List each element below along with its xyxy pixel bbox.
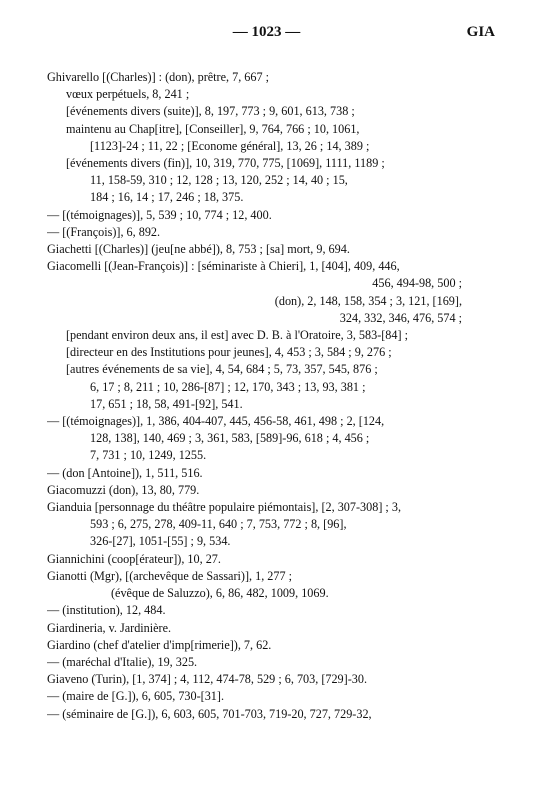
index-line: 17, 651 ; 18, 58, 491-[92], 541.: [90, 396, 243, 411]
index-line: Giardino (chef d'atelier d'imp[rimerie]), 7, 62.: [47, 637, 272, 652]
index-line: 6, 17 ; 8, 211 ; 10, 286-[87] ; 12, 170, 343 ; 13, 93, 381 ;: [90, 379, 366, 394]
index-line: 593 ; 6, 275, 278, 409-11, 640 ; 7, 753, 772 ; 8, [96],: [90, 517, 347, 532]
running-head: GIA: [466, 24, 495, 40]
index-line: — (séminaire de [G.]), 6, 603, 605, 701-703, 719-20, 727, 729-32,: [47, 706, 372, 721]
index-line: — (maire de [G.]), 6, 605, 730-[31].: [47, 689, 225, 704]
page-header: [0, 24, 533, 48]
index-line: Gianotti (Mgr), [(archevêque de Sassari)], 1, 277 ;: [47, 568, 293, 583]
index-line: 456, 494-98, 500 ;: [372, 276, 462, 291]
index-line: [événements divers (fin)], 10, 319, 770, 775, [1069], 1111, 1189 ;: [66, 156, 385, 171]
index-line: [autres événements de sa vie], 4, 54, 684 ; 5, 73, 357, 545, 876 ;: [66, 362, 378, 377]
index-line: — (institution), 12, 484.: [47, 603, 166, 618]
index-line: 326-[27], 1051-[55] ; 9, 534.: [90, 534, 231, 549]
index-line: Giacomuzzi (don), 13, 80, 779.: [47, 482, 200, 497]
page-number: — 1023 —: [232, 24, 301, 40]
index-line: (évêque de Saluzzo), 6, 86, 482, 1009, 1069.: [111, 586, 329, 601]
index-line: Gianduia [personnage du théâtre populaire piémontais], [2, 307-308] ; 3,: [47, 500, 402, 515]
index-line: (don), 2, 148, 158, 354 ; 3, 121, [169],: [274, 293, 462, 308]
index-line: [pendant environ deux ans, il est] avec D. B. à l'Oratoire, 3, 583-[84] ;: [66, 328, 408, 343]
index-entries: [47, 69, 502, 723]
index-line: Giacomelli [(Jean-François)] : [séminariste à Chieri], 1, [404], 409, 446,: [47, 259, 400, 274]
index-line: 184 ; 16, 14 ; 17, 246 ; 18, 375.: [90, 190, 244, 205]
index-line: [directeur en des Institutions pour jeunes], 4, 453 ; 3, 584 ; 9, 276 ;: [66, 345, 392, 360]
index-line: 324, 332, 346, 476, 574 ;: [339, 310, 462, 325]
index-line: — [(François)], 6, 892.: [47, 224, 161, 239]
index-line: 7, 731 ; 10, 1249, 1255.: [90, 448, 207, 463]
index-line: Giaveno (Turin), [1, 374] ; 4, 112, 474-78, 529 ; 6, 703, [729]-30.: [47, 672, 368, 687]
index-line: [1123]-24 ; 11, 22 ; [Econome général], 13, 26 ; 14, 389 ;: [90, 138, 370, 153]
index-line: maintenu au Chap[itre], [Conseiller], 9, 764, 766 ; 10, 1061,: [66, 121, 360, 136]
index-line: [événements divers (suite)], 8, 197, 773 ; 9, 601, 613, 738 ;: [66, 104, 355, 119]
index-line: 128, 138], 140, 469 ; 3, 361, 583, [589]-96, 618 ; 4, 456 ;: [90, 431, 370, 446]
index-line: — (maréchal d'Italie), 19, 325.: [47, 654, 198, 669]
index-line: — (don [Antoine]), 1, 511, 516.: [47, 465, 203, 480]
index-line: Giachetti [(Charles)] (jeu[ne abbé]), 8, 753 ; [sa] mort, 9, 694.: [47, 242, 350, 257]
index-line: 11, 158-59, 310 ; 12, 128 ; 13, 120, 252 ; 14, 40 ; 15,: [90, 173, 348, 188]
index-line: Giannichini (coop[érateur]), 10, 27.: [47, 551, 221, 566]
index-line: — [(témoignages)], 5, 539 ; 10, 774 ; 12, 400.: [47, 207, 272, 222]
index-line: vœux perpétuels, 8, 241 ;: [66, 87, 190, 102]
index-line: — [(témoignages)], 1, 386, 404-407, 445, 456-58, 461, 498 ; 2, [124,: [47, 414, 385, 429]
index-line: Ghivarello [(Charles)] : (don), prêtre, 7, 667 ;: [47, 70, 270, 84]
index-line: Giardineria, v. Jardinière.: [47, 620, 172, 635]
